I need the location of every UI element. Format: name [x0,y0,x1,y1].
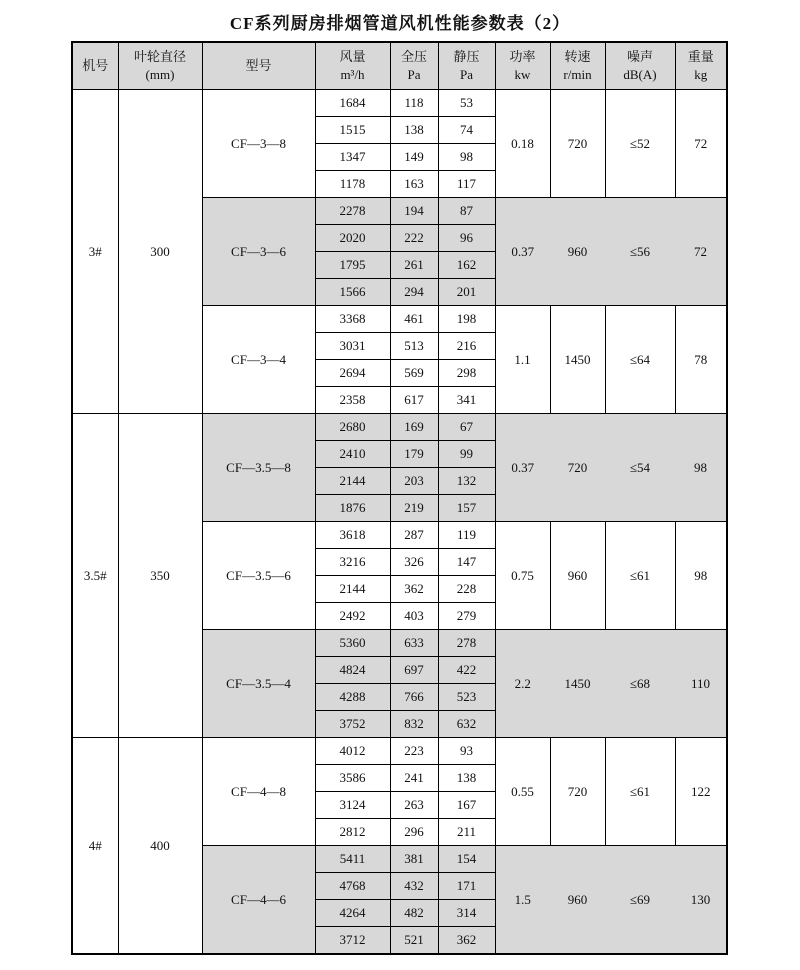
total-pressure-cell: 118 [390,90,438,117]
static-pressure-cell: 298 [438,360,495,387]
total-pressure-cell: 219 [390,495,438,522]
static-pressure-cell: 119 [438,522,495,549]
model-cell: CF—4—8 [202,738,315,846]
flow-cell: 2020 [315,225,390,252]
header-cell-weight [675,42,727,90]
total-pressure-cell: 261 [390,252,438,279]
noise-cell: ≤61 [605,522,675,630]
header-line: 静压 [453,48,480,64]
noise-cell: ≤54 [605,414,675,522]
flow-cell: 4288 [315,684,390,711]
flow-cell: 2144 [315,576,390,603]
total-pressure-cell: 138 [390,117,438,144]
power-cell: 1.5 [495,846,550,955]
table-row [72,738,727,765]
header-cell-machine [72,42,118,90]
header-line: dB(A) [623,67,657,82]
noise-cell: ≤64 [605,306,675,414]
total-pressure-cell: 194 [390,198,438,225]
header-cell-diameter [118,42,202,90]
noise-cell: ≤61 [605,738,675,846]
static-pressure-cell: 132 [438,468,495,495]
static-pressure-cell: 98 [438,144,495,171]
table-row [72,414,727,441]
total-pressure-cell: 617 [390,387,438,414]
total-pressure-cell: 832 [390,711,438,738]
flow-cell: 2694 [315,360,390,387]
static-pressure-cell: 74 [438,117,495,144]
power-cell: 0.37 [495,198,550,306]
weight-cell: 72 [675,90,727,198]
total-pressure-cell: 163 [390,171,438,198]
weight-cell: 98 [675,414,727,522]
static-pressure-cell: 632 [438,711,495,738]
static-pressure-cell: 93 [438,738,495,765]
noise-cell: ≤52 [605,90,675,198]
total-pressure-cell: 432 [390,873,438,900]
static-pressure-cell: 53 [438,90,495,117]
header-cell-power [495,42,550,90]
speed-cell: 720 [550,738,605,846]
flow-cell: 2144 [315,468,390,495]
static-pressure-cell: 362 [438,927,495,955]
static-pressure-cell: 228 [438,576,495,603]
total-pressure-cell: 403 [390,603,438,630]
page-title: CF系列厨房排烟管道风机性能参数表（2） [229,14,571,33]
static-pressure-cell: 341 [438,387,495,414]
total-pressure-cell: 179 [390,441,438,468]
total-pressure-cell: 326 [390,549,438,576]
static-pressure-cell: 117 [438,171,495,198]
static-pressure-cell: 211 [438,819,495,846]
header-cell-speed [550,42,605,90]
flow-cell: 3368 [315,306,390,333]
model-cell: CF—3—8 [202,90,315,198]
weight-cell: 98 [675,522,727,630]
static-pressure-cell: 96 [438,225,495,252]
flow-cell: 1178 [315,171,390,198]
header-cell-noise [605,42,675,90]
static-pressure-cell: 157 [438,495,495,522]
flow-cell: 3618 [315,522,390,549]
header-line: kw [514,67,531,82]
flow-cell: 2680 [315,414,390,441]
flow-cell: 4012 [315,738,390,765]
total-pressure-cell: 149 [390,144,438,171]
static-pressure-cell: 216 [438,333,495,360]
header-cell-static-pressure [438,42,495,90]
total-pressure-cell: 633 [390,630,438,657]
power-cell: 0.18 [495,90,550,198]
model-cell: CF—3.5—4 [202,630,315,738]
flow-cell: 4768 [315,873,390,900]
model-cell: CF—3—6 [202,198,315,306]
header-line: 型号 [245,57,272,73]
flow-cell: 3031 [315,333,390,360]
total-pressure-cell: 362 [390,576,438,603]
noise-cell: ≤56 [605,198,675,306]
total-pressure-cell: 766 [390,684,438,711]
total-pressure-cell: 521 [390,927,438,955]
static-pressure-cell: 67 [438,414,495,441]
flow-cell: 3216 [315,549,390,576]
flow-cell: 1795 [315,252,390,279]
static-pressure-cell: 278 [438,630,495,657]
flow-cell: 4824 [315,657,390,684]
header-line: kg [694,67,708,82]
total-pressure-cell: 223 [390,738,438,765]
flow-cell: 4264 [315,900,390,927]
header-line: Pa [460,67,473,82]
header-cell-total-pressure [390,42,438,90]
flow-cell: 5411 [315,846,390,873]
header-line: r/min [563,67,592,82]
static-pressure-cell: 99 [438,441,495,468]
header-line: Pa [407,67,421,82]
flow-cell: 1347 [315,144,390,171]
total-pressure-cell: 222 [390,225,438,252]
speed-cell: 960 [550,198,605,306]
header-line: 全压 [400,48,427,64]
noise-cell: ≤68 [605,630,675,738]
flow-cell: 2410 [315,441,390,468]
header-cell-model [202,42,315,90]
static-pressure-cell: 87 [438,198,495,225]
power-cell: 0.75 [495,522,550,630]
power-cell: 2.2 [495,630,550,738]
diameter-cell: 300 [118,90,202,414]
static-pressure-cell: 171 [438,873,495,900]
static-pressure-cell: 167 [438,792,495,819]
header-line: m³/h [340,67,365,82]
static-pressure-cell: 147 [438,549,495,576]
spec-table-body [72,90,727,955]
spec-table-header [72,42,727,90]
total-pressure-cell: 513 [390,333,438,360]
static-pressure-cell: 201 [438,279,495,306]
header-line: 叶轮直径 [133,48,186,64]
weight-cell: 78 [675,306,727,414]
static-pressure-cell: 162 [438,252,495,279]
flow-cell: 2278 [315,198,390,225]
power-cell: 0.37 [495,414,550,522]
total-pressure-cell: 569 [390,360,438,387]
header-cell-flow [315,42,390,90]
flow-cell: 1684 [315,90,390,117]
total-pressure-cell: 203 [390,468,438,495]
static-pressure-cell: 154 [438,846,495,873]
weight-cell: 72 [675,198,727,306]
total-pressure-cell: 381 [390,846,438,873]
total-pressure-cell: 241 [390,765,438,792]
model-cell: CF—3—4 [202,306,315,414]
noise-cell: ≤69 [605,846,675,955]
static-pressure-cell: 422 [438,657,495,684]
total-pressure-cell: 296 [390,819,438,846]
diameter-cell: 350 [118,414,202,738]
total-pressure-cell: 294 [390,279,438,306]
model-cell: CF—4—6 [202,846,315,955]
machine-no-cell: 3.5# [72,414,118,738]
header-line: 机号 [82,57,109,73]
flow-cell: 3752 [315,711,390,738]
flow-cell: 3712 [315,927,390,955]
flow-cell: 2492 [315,603,390,630]
header-line: 噪声 [626,48,653,64]
flow-cell: 1515 [315,117,390,144]
power-cell: 1.1 [495,306,550,414]
static-pressure-cell: 314 [438,900,495,927]
power-cell: 0.55 [495,738,550,846]
speed-cell: 720 [550,414,605,522]
flow-cell: 2358 [315,387,390,414]
flow-cell: 3124 [315,792,390,819]
speed-cell: 1450 [550,630,605,738]
speed-cell: 960 [550,846,605,955]
static-pressure-cell: 279 [438,603,495,630]
spec-table [71,41,728,955]
header-line: 风量 [339,48,366,64]
flow-cell: 1566 [315,279,390,306]
header-line: 转速 [564,48,591,64]
weight-cell: 122 [675,738,727,846]
speed-cell: 960 [550,522,605,630]
weight-cell: 130 [675,846,727,955]
total-pressure-cell: 169 [390,414,438,441]
header-line: 重量 [687,48,714,64]
machine-no-cell: 3# [72,90,118,414]
total-pressure-cell: 482 [390,900,438,927]
flow-cell: 2812 [315,819,390,846]
static-pressure-cell: 198 [438,306,495,333]
model-cell: CF—3.5—8 [202,414,315,522]
diameter-cell: 400 [118,738,202,955]
flow-cell: 1876 [315,495,390,522]
speed-cell: 720 [550,90,605,198]
machine-no-cell: 4# [72,738,118,955]
total-pressure-cell: 287 [390,522,438,549]
model-cell: CF—3.5—6 [202,522,315,630]
static-pressure-cell: 523 [438,684,495,711]
header-row [72,42,727,90]
flow-cell: 3586 [315,765,390,792]
static-pressure-cell: 138 [438,765,495,792]
table-row [72,90,727,117]
flow-cell: 5360 [315,630,390,657]
header-line: (mm) [145,67,175,82]
total-pressure-cell: 263 [390,792,438,819]
total-pressure-cell: 461 [390,306,438,333]
speed-cell: 1450 [550,306,605,414]
header-line: 功率 [509,48,536,64]
weight-cell: 110 [675,630,727,738]
total-pressure-cell: 697 [390,657,438,684]
